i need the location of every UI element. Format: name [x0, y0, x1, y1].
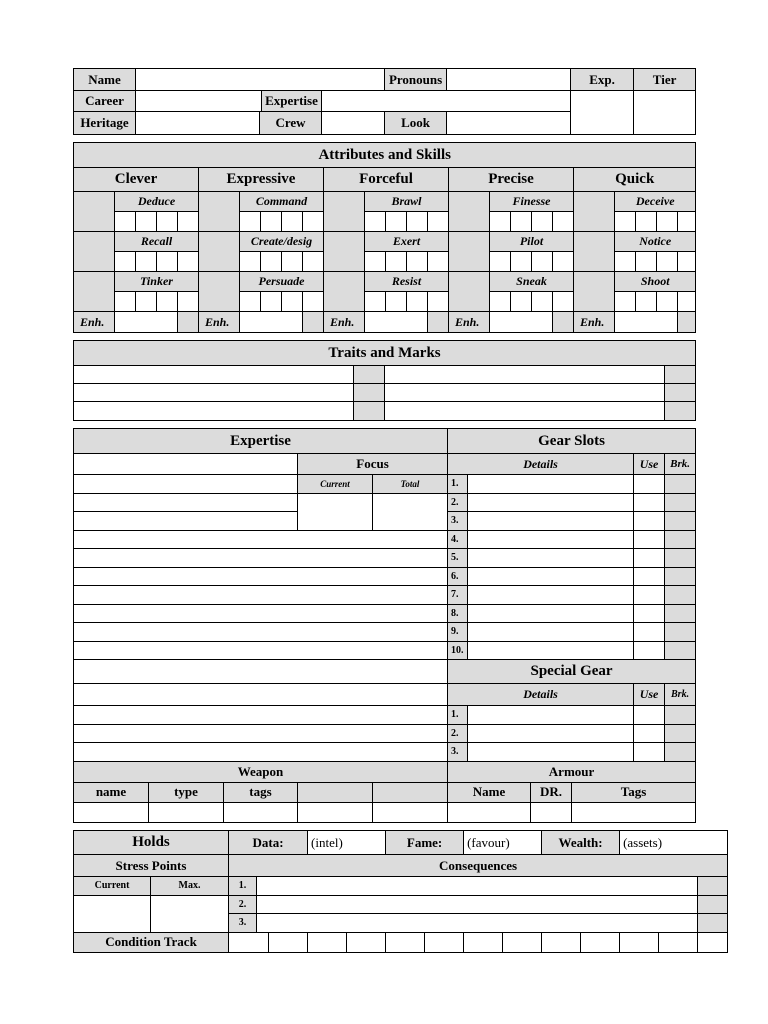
skill-dot-box[interactable]: [636, 252, 657, 272]
skill-dot-box[interactable]: [365, 292, 386, 312]
armour-dr-field[interactable]: [531, 802, 572, 822]
gear-slot-number: 4.: [448, 530, 468, 549]
armour-name-field[interactable]: [448, 802, 531, 822]
crew-field[interactable]: [322, 112, 385, 135]
armour-tags-field[interactable]: [572, 802, 696, 822]
trait-mark[interactable]: [665, 402, 696, 421]
stress-current-field[interactable]: [74, 895, 151, 932]
skill-dot-box[interactable]: [240, 252, 261, 272]
condition-box[interactable]: [386, 932, 425, 952]
enh-mark[interactable]: [553, 312, 574, 333]
stress-current-label: Current: [74, 877, 151, 896]
traits-table: [73, 340, 696, 421]
weapon-col-tags: tags: [224, 782, 298, 802]
consequence-field[interactable]: [257, 914, 698, 933]
skill-tinker: Tinker: [115, 272, 199, 292]
skill-dot-box[interactable]: [136, 252, 157, 272]
enh-label: Enh.: [324, 312, 365, 333]
expertise-field[interactable]: [74, 454, 298, 475]
skill-dot-box[interactable]: [261, 212, 282, 232]
gear-slot-use[interactable]: [634, 724, 665, 743]
skill-dot-box[interactable]: [490, 212, 511, 232]
skill-exert: Exert: [365, 232, 449, 252]
skill-deduce: Deduce: [115, 192, 199, 212]
trait-mark[interactable]: [354, 366, 385, 384]
gear-slot-brk[interactable]: [665, 493, 696, 512]
gear-slot-number: 3.: [448, 743, 468, 762]
weapon-title: Weapon: [74, 761, 448, 782]
gear-slot-use[interactable]: [634, 743, 665, 762]
attribute-rating-cell[interactable]: [449, 232, 490, 272]
gear-slot-use[interactable]: [634, 512, 665, 531]
skill-dot-box[interactable]: [553, 212, 574, 232]
enh-field[interactable]: [240, 312, 303, 333]
gear-slot-details[interactable]: [468, 567, 634, 586]
gear-slot-use[interactable]: [634, 567, 665, 586]
wealth-field[interactable]: (assets): [620, 831, 728, 855]
skill-dot-box[interactable]: [261, 292, 282, 312]
gear-slot-brk[interactable]: [665, 549, 696, 568]
skill-dot-box[interactable]: [428, 292, 449, 312]
gear-slot-use[interactable]: [634, 493, 665, 512]
attribute-rating-cell[interactable]: [324, 232, 365, 272]
trait-field[interactable]: [385, 402, 665, 421]
focus-current-field[interactable]: [298, 493, 373, 530]
gear-slot-details[interactable]: [468, 706, 634, 725]
skill-pilot: Pilot: [490, 232, 574, 252]
condition-box[interactable]: [308, 932, 347, 952]
condition-box[interactable]: [581, 932, 620, 952]
consequence-number: 3.: [229, 914, 257, 933]
armour-col-dr: DR.: [531, 782, 572, 802]
gear-slot-details[interactable]: [468, 475, 634, 494]
enh-mark[interactable]: [303, 312, 324, 333]
gear-slot-use[interactable]: [634, 586, 665, 605]
expertise-field[interactable]: [74, 586, 448, 605]
holds-table: [73, 830, 728, 953]
weapon-col-name: name: [74, 782, 149, 802]
stress-max-field[interactable]: [151, 895, 229, 932]
condition-box[interactable]: [542, 932, 581, 952]
expertise-field[interactable]: [74, 493, 298, 512]
skill-dot-box[interactable]: [615, 252, 636, 272]
attribute-quick: Quick: [574, 168, 696, 192]
special-brk-header: Brk.: [665, 684, 696, 706]
gear-slot-brk[interactable]: [665, 512, 696, 531]
gear-slot-brk[interactable]: [665, 706, 696, 725]
crew-label: Crew: [260, 112, 322, 135]
exp-label: Exp.: [571, 69, 634, 91]
pronouns-label: Pronouns: [385, 69, 447, 91]
consequence-mark[interactable]: [698, 895, 728, 914]
trait-mark[interactable]: [665, 384, 696, 402]
condition-box[interactable]: [698, 932, 728, 952]
weapon-col-extra: [373, 782, 448, 802]
expertise-field[interactable]: [74, 706, 448, 725]
consequence-field[interactable]: [257, 895, 698, 914]
skill-dot-box[interactable]: [115, 292, 136, 312]
traits-title: Traits and Marks: [74, 341, 696, 366]
skill-dot-box[interactable]: [428, 252, 449, 272]
gear-slot-use[interactable]: [634, 641, 665, 660]
expertise-field[interactable]: [74, 530, 448, 549]
enh-field[interactable]: [365, 312, 428, 333]
gear-slot-number: 6.: [448, 567, 468, 586]
enh-label: Enh.: [449, 312, 490, 333]
attribute-rating-cell[interactable]: [199, 232, 240, 272]
condition-box[interactable]: [347, 932, 386, 952]
gear-slot-number: 9.: [448, 623, 468, 642]
gear-use-header: Use: [634, 454, 665, 475]
special-details-header: Details: [448, 684, 634, 706]
enh-label: Enh.: [199, 312, 240, 333]
attribute-rating-cell[interactable]: [324, 192, 365, 232]
skill-dot-box[interactable]: [553, 252, 574, 272]
consequence-mark[interactable]: [698, 914, 728, 933]
condition-box[interactable]: [503, 932, 542, 952]
gear-details-header: Details: [448, 454, 634, 475]
skill-dot-box[interactable]: [157, 212, 178, 232]
exp-field[interactable]: [571, 91, 634, 135]
attributes-table: [73, 142, 696, 333]
attribute-rating-cell[interactable]: [199, 272, 240, 312]
expertise-field[interactable]: [74, 512, 298, 531]
expertise-field[interactable]: [74, 724, 448, 743]
gear-slot-brk[interactable]: [665, 641, 696, 660]
condition-box[interactable]: [229, 932, 269, 952]
gear-slot-details[interactable]: [468, 743, 634, 762]
special-use-header: Use: [634, 684, 665, 706]
enh-mark[interactable]: [428, 312, 449, 333]
skill-sneak: Sneak: [490, 272, 574, 292]
skill-dot-box[interactable]: [678, 212, 696, 232]
gear-slot-number: 2.: [448, 493, 468, 512]
skill-dot-box[interactable]: [511, 212, 532, 232]
skill-dot-box[interactable]: [511, 292, 532, 312]
gear-slot-brk[interactable]: [665, 530, 696, 549]
enh-label: Enh.: [74, 312, 115, 333]
condition-box[interactable]: [659, 932, 698, 952]
skill-dot-box[interactable]: [365, 212, 386, 232]
attribute-forceful: Forceful: [324, 168, 449, 192]
skill-dot-box[interactable]: [490, 292, 511, 312]
look-label: Look: [385, 112, 447, 135]
stress-max-label: Max.: [151, 877, 229, 896]
skill-deceive: Deceive: [615, 192, 696, 212]
gear-slot-details[interactable]: [468, 586, 634, 605]
skill-create-desig: Create/desig: [240, 232, 324, 252]
attribute-clever: Clever: [74, 168, 199, 192]
attribute-rating-cell[interactable]: [449, 272, 490, 312]
gear-slot-use[interactable]: [634, 604, 665, 623]
gear-slot-number: 5.: [448, 549, 468, 568]
skill-dot-box[interactable]: [615, 292, 636, 312]
gear-brk-header: Brk.: [665, 454, 696, 475]
armour-col-name: Name: [448, 782, 531, 802]
career-label: Career: [74, 91, 136, 112]
expertise-label: Expertise: [262, 91, 322, 112]
gear-slot-brk[interactable]: [665, 475, 696, 494]
skill-dot-box[interactable]: [303, 212, 324, 232]
consequence-number: 2.: [229, 895, 257, 914]
gear-slot-details[interactable]: [468, 623, 634, 642]
weapon-field[interactable]: [373, 802, 448, 822]
skill-dot-box[interactable]: [178, 252, 199, 272]
expertise-title: Expertise: [74, 429, 448, 454]
focus-current-label: Current: [298, 475, 373, 494]
gear-slot-brk[interactable]: [665, 604, 696, 623]
skill-dot-box[interactable]: [615, 212, 636, 232]
skill-dot-box[interactable]: [240, 212, 261, 232]
skill-dot-box[interactable]: [678, 252, 696, 272]
skill-dot-box[interactable]: [136, 292, 157, 312]
skill-dot-box[interactable]: [407, 292, 428, 312]
skill-command: Command: [240, 192, 324, 212]
enh-field[interactable]: [115, 312, 178, 333]
skill-dot-box[interactable]: [157, 252, 178, 272]
name-label: Name: [74, 69, 136, 91]
trait-field[interactable]: [385, 366, 665, 384]
tier-field[interactable]: [634, 91, 696, 135]
heritage-field[interactable]: [136, 112, 260, 135]
heritage-label: Heritage: [74, 112, 136, 135]
gear-slot-details[interactable]: [468, 512, 634, 531]
skill-dot-box[interactable]: [657, 292, 678, 312]
holds-title: Holds: [74, 831, 229, 855]
attribute-rating-cell[interactable]: [324, 272, 365, 312]
trait-field[interactable]: [385, 384, 665, 402]
skill-dot-box[interactable]: [282, 212, 303, 232]
trait-field[interactable]: [74, 384, 354, 402]
attribute-rating-cell[interactable]: [199, 192, 240, 232]
identity-table: [73, 68, 696, 135]
gear-slot-use[interactable]: [634, 549, 665, 568]
expertise-field[interactable]: [74, 604, 448, 623]
skill-dot-box[interactable]: [178, 292, 199, 312]
consequences-title: Consequences: [229, 855, 728, 877]
skill-notice: Notice: [615, 232, 696, 252]
skill-dot-box[interactable]: [532, 292, 553, 312]
trait-field[interactable]: [74, 402, 354, 421]
skill-shoot: Shoot: [615, 272, 696, 292]
enh-field[interactable]: [490, 312, 553, 333]
skill-dot-box[interactable]: [657, 252, 678, 272]
skill-dot-box[interactable]: [303, 252, 324, 272]
gear-slot-brk[interactable]: [665, 567, 696, 586]
fame-field[interactable]: (favour): [464, 831, 542, 855]
skill-dot-box[interactable]: [303, 292, 324, 312]
expertise-field[interactable]: [74, 660, 448, 684]
skill-dot-box[interactable]: [136, 212, 157, 232]
weapon-field[interactable]: [224, 802, 298, 822]
expertise-field[interactable]: [74, 567, 448, 586]
gear-slot-details[interactable]: [468, 493, 634, 512]
gear-slot-details[interactable]: [468, 641, 634, 660]
gear-slot-number: 7.: [448, 586, 468, 605]
skill-dot-box[interactable]: [636, 212, 657, 232]
stress-title: Stress Points: [74, 855, 229, 877]
skill-dot-box[interactable]: [532, 212, 553, 232]
skill-dot-box[interactable]: [490, 252, 511, 272]
skill-dot-box[interactable]: [532, 252, 553, 272]
focus-total-label: Total: [373, 475, 448, 494]
expertise-field[interactable]: [322, 91, 571, 112]
condition-track-label: Condition Track: [74, 932, 229, 952]
gear-slot-number: 3.: [448, 512, 468, 531]
weapon-field[interactable]: [298, 802, 373, 822]
wealth-label: Wealth:: [542, 831, 620, 855]
attribute-precise: Precise: [449, 168, 574, 192]
skill-dot-box[interactable]: [282, 292, 303, 312]
gear-slot-brk[interactable]: [665, 743, 696, 762]
gear-slot-details[interactable]: [468, 604, 634, 623]
gear-slot-number: 2.: [448, 724, 468, 743]
pronouns-field[interactable]: [447, 69, 571, 91]
enh-mark[interactable]: [178, 312, 199, 333]
condition-box[interactable]: [269, 932, 308, 952]
skill-dot-box[interactable]: [282, 252, 303, 272]
gear-slot-details[interactable]: [468, 724, 634, 743]
gear-slot-details[interactable]: [468, 530, 634, 549]
skill-persuade: Persuade: [240, 272, 324, 292]
name-field[interactable]: [136, 69, 385, 91]
gear-slot-details[interactable]: [468, 549, 634, 568]
skill-dot-box[interactable]: [157, 292, 178, 312]
gear-slot-number: 1.: [448, 706, 468, 725]
skill-dot-box[interactable]: [657, 212, 678, 232]
gear-slots-title: Gear Slots: [448, 429, 696, 454]
consequence-field[interactable]: [257, 877, 698, 896]
attribute-rating-cell[interactable]: [574, 192, 615, 232]
expertise-field[interactable]: [74, 549, 448, 568]
enh-field[interactable]: [615, 312, 678, 333]
career-field[interactable]: [136, 91, 262, 112]
focus-label: Focus: [298, 454, 448, 475]
data-field[interactable]: (intel): [308, 831, 386, 855]
skill-dot-box[interactable]: [511, 252, 532, 272]
enh-mark[interactable]: [678, 312, 696, 333]
condition-box[interactable]: [464, 932, 503, 952]
weapon-col-type: type: [149, 782, 224, 802]
attribute-rating-cell[interactable]: [574, 272, 615, 312]
skill-dot-box[interactable]: [386, 212, 407, 232]
focus-total-field[interactable]: [373, 493, 448, 530]
attributes-title: Attributes and Skills: [74, 143, 696, 168]
attribute-rating-cell[interactable]: [74, 272, 115, 312]
look-field[interactable]: [447, 112, 571, 135]
consequence-number: 1.: [229, 877, 257, 896]
attribute-rating-cell[interactable]: [74, 232, 115, 272]
skill-dot-box[interactable]: [636, 292, 657, 312]
skill-dot-box[interactable]: [261, 252, 282, 272]
condition-box[interactable]: [425, 932, 464, 952]
expertise-field[interactable]: [74, 684, 448, 706]
armour-col-tags: Tags: [572, 782, 696, 802]
attribute-rating-cell[interactable]: [574, 232, 615, 272]
attribute-rating-cell[interactable]: [449, 192, 490, 232]
skill-dot-box[interactable]: [553, 292, 574, 312]
skill-dot-box[interactable]: [428, 212, 449, 232]
data-label: Data:: [229, 831, 308, 855]
gear-slot-use[interactable]: [634, 530, 665, 549]
special-gear-title: Special Gear: [448, 660, 696, 684]
gear-slot-number: 8.: [448, 604, 468, 623]
weapon-field[interactable]: [74, 802, 149, 822]
trait-mark[interactable]: [354, 384, 385, 402]
skill-dot-box[interactable]: [407, 212, 428, 232]
expertise-field[interactable]: [74, 475, 298, 494]
gear-slot-use[interactable]: [634, 706, 665, 725]
skill-finesse: Finesse: [490, 192, 574, 212]
skill-resist: Resist: [365, 272, 449, 292]
gear-slot-number: 1.: [448, 475, 468, 494]
tier-label: Tier: [634, 69, 696, 91]
skill-dot-box[interactable]: [678, 292, 696, 312]
weapon-field[interactable]: [149, 802, 224, 822]
armour-title: Armour: [448, 761, 696, 782]
expertise-gear-table: [73, 428, 696, 823]
gear-slot-number: 10.: [448, 641, 468, 660]
skill-dot-box[interactable]: [386, 292, 407, 312]
skill-dot-box[interactable]: [407, 252, 428, 272]
enh-label: Enh.: [574, 312, 615, 333]
skill-dot-box[interactable]: [115, 252, 136, 272]
trait-mark[interactable]: [665, 366, 696, 384]
skill-dot-box[interactable]: [240, 292, 261, 312]
gear-slot-brk[interactable]: [665, 724, 696, 743]
gear-slot-brk[interactable]: [665, 586, 696, 605]
gear-slot-use[interactable]: [634, 623, 665, 642]
skill-dot-box[interactable]: [365, 252, 386, 272]
expertise-field[interactable]: [74, 623, 448, 642]
skill-recall: Recall: [115, 232, 199, 252]
skill-dot-box[interactable]: [115, 212, 136, 232]
gear-slot-use[interactable]: [634, 475, 665, 494]
expertise-field[interactable]: [74, 641, 448, 660]
gear-slot-brk[interactable]: [665, 623, 696, 642]
skill-brawl: Brawl: [365, 192, 449, 212]
condition-box[interactable]: [620, 932, 659, 952]
trait-field[interactable]: [74, 366, 354, 384]
attribute-expressive: Expressive: [199, 168, 324, 192]
expertise-field[interactable]: [74, 743, 448, 762]
weapon-col-extra: [298, 782, 373, 802]
trait-mark[interactable]: [354, 402, 385, 421]
fame-label: Fame:: [386, 831, 464, 855]
attribute-rating-cell[interactable]: [74, 192, 115, 232]
consequence-mark[interactable]: [698, 877, 728, 896]
skill-dot-box[interactable]: [386, 252, 407, 272]
skill-dot-box[interactable]: [178, 212, 199, 232]
